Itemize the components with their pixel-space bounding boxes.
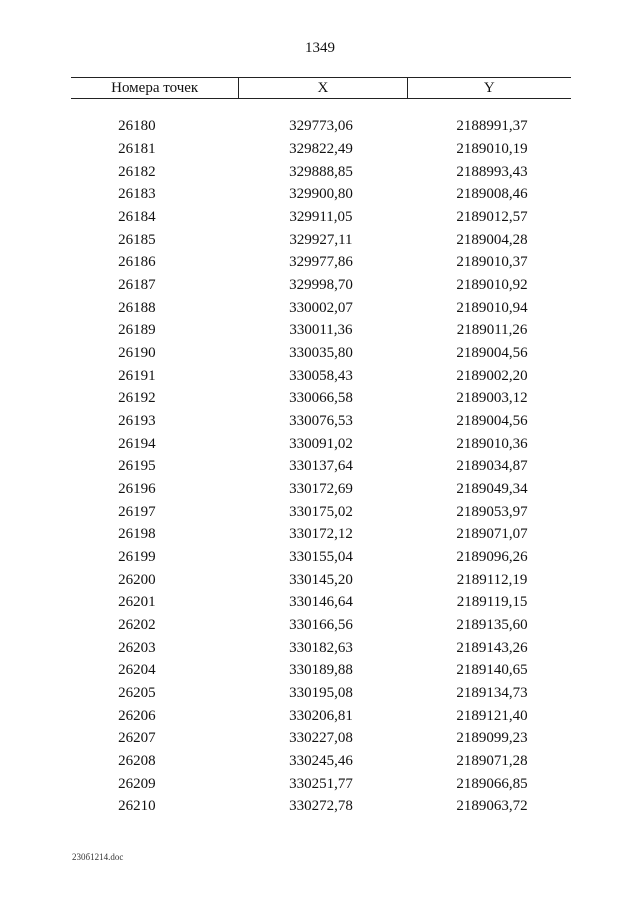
x-coordinate-cell: 330272,78: [289, 798, 353, 815]
x-coordinate-cell: 329927,11: [289, 231, 353, 248]
x-coordinate-cell: 329773,06: [289, 118, 353, 135]
table-row: [71, 659, 571, 682]
table-row: [71, 455, 571, 478]
y-coordinate-cell: 2189140,65: [456, 662, 528, 679]
table-row: [71, 251, 571, 274]
y-coordinate-cell: 2189011,26: [456, 322, 528, 339]
x-coordinate-cell: 330035,80: [289, 345, 353, 362]
table-body: [71, 99, 571, 818]
point-number-cell: 26207: [118, 730, 156, 747]
table-row: [71, 319, 571, 342]
point-number-cell: 26192: [118, 390, 156, 407]
table-row: [71, 387, 571, 410]
header-y: Y: [407, 78, 571, 99]
point-number-cell: 26182: [118, 163, 156, 180]
table-row: [71, 364, 571, 387]
y-coordinate-cell: 2189002,20: [456, 367, 528, 384]
point-number-cell: 26200: [118, 571, 156, 588]
table-header-row: [71, 78, 571, 99]
x-coordinate-cell: 329900,80: [289, 186, 353, 203]
x-coordinate-cell: 330251,77: [289, 775, 353, 792]
header-spacer: [71, 99, 571, 116]
x-coordinate-cell: 330011,36: [289, 322, 353, 339]
point-number-cell: 26196: [118, 481, 156, 498]
point-number-cell: 26186: [118, 254, 156, 271]
point-number-cell: 26204: [118, 662, 156, 679]
table-row: [71, 432, 571, 455]
table-row: [71, 795, 571, 818]
table-row: [71, 636, 571, 659]
table-row: [71, 772, 571, 795]
y-coordinate-cell: 2189049,34: [456, 481, 528, 498]
point-number-cell: 26181: [118, 141, 156, 157]
y-coordinate-cell: 2189008,46: [456, 186, 528, 203]
table-row: [71, 138, 571, 161]
x-coordinate-cell: 330245,46: [289, 753, 353, 770]
table-row: [71, 546, 571, 569]
y-coordinate-cell: 2189143,26: [456, 639, 528, 656]
point-number-cell: 26190: [118, 345, 156, 362]
table-row: [71, 296, 571, 319]
x-coordinate-cell: 330227,08: [289, 730, 353, 747]
table-row: [71, 750, 571, 773]
page-number: 1349: [305, 40, 335, 56]
y-coordinate-cell: 2189099,23: [456, 730, 528, 747]
point-number-cell: 26185: [118, 231, 156, 248]
y-coordinate-cell: 2189004,56: [456, 413, 528, 430]
table-row: [71, 206, 571, 229]
y-coordinate-cell: 2189119,15: [456, 594, 528, 611]
footer-filename: 230б1214.doc: [72, 852, 124, 862]
table-row: [71, 478, 571, 501]
x-coordinate-cell: 329998,70: [289, 277, 353, 294]
y-coordinate-cell: 2189010,92: [456, 277, 528, 294]
point-number-cell: 26201: [118, 594, 156, 611]
y-coordinate-cell: 2189121,40: [456, 707, 528, 724]
x-coordinate-cell: 330206,81: [289, 707, 353, 724]
y-coordinate-cell: 2189112,19: [456, 571, 528, 588]
y-coordinate-cell: 2188991,37: [456, 118, 528, 135]
x-coordinate-cell: 330175,02: [289, 503, 353, 520]
point-number-cell: 26189: [118, 322, 156, 339]
y-coordinate-cell: 2189135,60: [456, 617, 528, 634]
point-number-cell: 26197: [118, 503, 156, 520]
y-coordinate-cell: 2189010,37: [456, 254, 528, 271]
x-coordinate-cell: 330172,69: [289, 481, 353, 498]
y-coordinate-cell: 2189004,56: [456, 345, 528, 362]
x-coordinate-cell: 330066,58: [289, 390, 353, 407]
y-coordinate-cell: 2189071,07: [456, 526, 528, 543]
x-coordinate-cell: 329911,05: [289, 209, 353, 226]
y-coordinate-cell: 2189071,28: [456, 753, 528, 770]
table-row: [71, 704, 571, 727]
y-coordinate-cell: 2189010,19: [456, 141, 528, 157]
point-number-cell: 26187: [118, 277, 156, 294]
y-coordinate-cell: 2189066,85: [456, 775, 528, 792]
table-row: [71, 591, 571, 614]
table-row: [71, 342, 571, 365]
x-coordinate-cell: 330172,12: [289, 526, 353, 543]
table-row: [71, 183, 571, 206]
point-number-cell: 26194: [118, 435, 156, 452]
x-coordinate-cell: 330076,53: [289, 413, 353, 430]
table-row: [71, 160, 571, 183]
y-coordinate-cell: 2189003,12: [456, 390, 528, 407]
table-row: [71, 614, 571, 637]
table-row: [71, 682, 571, 705]
x-coordinate-cell: 330058,43: [289, 367, 353, 384]
point-number-cell: 26209: [118, 775, 156, 792]
table-row: [71, 228, 571, 251]
coordinates-table: [71, 77, 571, 818]
x-coordinate-cell: 329888,85: [289, 163, 353, 180]
x-coordinate-cell: 330195,08: [289, 685, 353, 702]
table-row: [71, 568, 571, 591]
table-row: [71, 115, 571, 138]
point-number-cell: 26195: [118, 458, 156, 475]
point-number-cell: 26188: [118, 299, 156, 316]
point-number-cell: 26206: [118, 707, 156, 724]
y-coordinate-cell: 2189012,57: [456, 209, 528, 226]
table-row: [71, 727, 571, 750]
point-number-cell: 26193: [118, 413, 156, 430]
table-row: [71, 523, 571, 546]
point-number-cell: 26191: [118, 367, 156, 384]
y-coordinate-cell: 2189063,72: [456, 798, 528, 815]
y-coordinate-cell: 2189053,97: [456, 503, 528, 520]
x-coordinate-cell: 330166,56: [289, 617, 353, 634]
x-coordinate-cell: 330146,64: [289, 594, 353, 611]
point-number-cell: 26203: [118, 639, 156, 656]
y-coordinate-cell: 2189010,94: [456, 299, 528, 316]
y-coordinate-cell: 2189010,36: [456, 435, 528, 452]
point-number-cell: 26210: [118, 798, 156, 815]
header-x: X: [239, 78, 407, 99]
point-number-cell: 26184: [118, 209, 156, 226]
point-number-cell: 26183: [118, 186, 156, 203]
point-number-cell: 26205: [118, 685, 156, 702]
x-coordinate-cell: 330137,64: [289, 458, 353, 475]
x-coordinate-cell: 330002,07: [289, 299, 353, 316]
table-row: [71, 500, 571, 523]
x-coordinate-cell: 330145,20: [289, 571, 353, 588]
x-coordinate-cell: 329822,49: [289, 141, 353, 157]
point-number-cell: 26208: [118, 753, 156, 770]
table-row: [71, 274, 571, 297]
x-coordinate-cell: 330091,02: [289, 435, 353, 452]
y-coordinate-cell: 2189096,26: [456, 549, 528, 566]
x-coordinate-cell: 330155,04: [289, 549, 353, 566]
x-coordinate-cell: 330182,63: [289, 639, 353, 656]
point-number-cell: 26202: [118, 617, 156, 634]
y-coordinate-cell: 2189004,28: [456, 231, 528, 248]
point-number-cell: 26199: [118, 549, 156, 566]
y-coordinate-cell: 2189034,87: [456, 458, 528, 475]
point-number-cell: 26180: [118, 118, 156, 135]
y-coordinate-cell: 2188993,43: [456, 163, 528, 180]
x-coordinate-cell: 329977,86: [289, 254, 353, 271]
y-coordinate-cell: 2189134,73: [456, 685, 528, 702]
point-number-cell: 26198: [118, 526, 156, 543]
table-row: [71, 410, 571, 433]
header-point-numbers: Номера точек: [71, 78, 239, 99]
x-coordinate-cell: 330189,88: [289, 662, 353, 679]
